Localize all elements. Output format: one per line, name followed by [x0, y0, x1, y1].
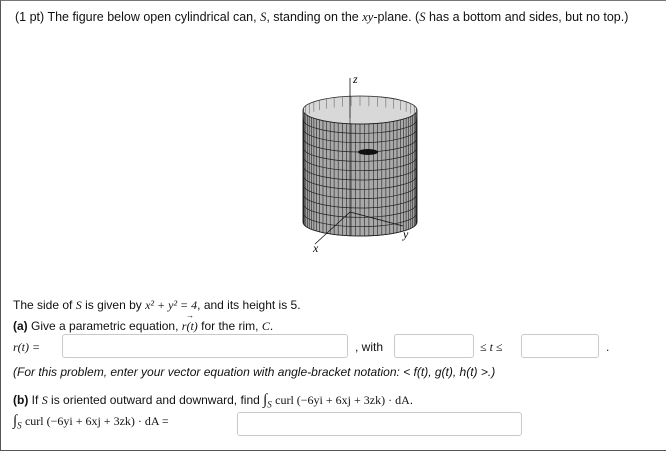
integral-subscript-2: S — [17, 420, 22, 431]
header-text-3: -plane. ( — [373, 10, 420, 24]
rim-symbol: C — [261, 319, 270, 333]
part-b-period: . — [409, 393, 414, 407]
curl-expression: curl (−6yi + 6xj + 3zk) · dA — [275, 393, 410, 407]
part-a-period: . — [269, 319, 274, 333]
cylinder-figure — [275, 70, 445, 265]
side-text-1: The side of — [13, 298, 73, 312]
t-lower-bound-input[interactable] — [394, 334, 474, 358]
t-range-symbol: ≤ t ≤ — [480, 340, 503, 354]
points-label: (1 pt) — [15, 10, 45, 24]
r-equation-input[interactable] — [62, 334, 348, 358]
header-text-4: has a bottom and sides, but no top.) — [428, 10, 629, 24]
with-label: , with — [355, 340, 384, 354]
surface-symbol: S — [260, 10, 267, 24]
surface-symbol-2: S — [419, 10, 426, 24]
curl-expression-2: curl (−6yi + 6xj + 3zk) · dA = — [24, 414, 169, 428]
axis-z-label: z — [353, 72, 358, 86]
side-surface-symbol: S — [75, 298, 82, 312]
side-description — [13, 298, 301, 313]
rim-shadow — [358, 149, 378, 155]
r-row-period: . — [606, 340, 610, 354]
t-upper-bound-input[interactable] — [521, 334, 599, 358]
notation-note: (For this problem, enter your vector equation with angle-bracket notation: < f(t), g(t), h(t) >.) — [13, 365, 496, 379]
part-a-text-1: Give a parametric equation, — [31, 319, 179, 333]
integral-sign: ∫ — [263, 392, 268, 408]
header-text-2: , standing on the — [266, 10, 359, 24]
side-text-3: , and its height is 5. — [197, 298, 301, 312]
header-text-1: The figure below open cylindrical can, — [47, 10, 257, 24]
part-b-label: (b) — [13, 393, 29, 407]
side-text-2: is given by — [85, 298, 142, 312]
problem-header — [15, 10, 628, 25]
flux-answer-input[interactable] — [237, 412, 522, 436]
part-a-prompt — [13, 319, 273, 334]
part-a-text-2: for the rim, — [201, 319, 259, 333]
part-b-surface-symbol: S — [41, 393, 48, 407]
r-of-t-symbol: → r(t) — [182, 319, 198, 334]
part-b-text-1: If — [31, 393, 39, 407]
r-equation-lhs: r(t) = — [13, 340, 41, 354]
integral-sign-2: ∫ — [13, 413, 18, 429]
axis-x-label: x — [313, 241, 319, 255]
integral-lhs — [13, 413, 169, 430]
part-b-text-2: is oriented outward and downward, find — [51, 393, 260, 407]
part-a-label: (a) — [13, 319, 28, 333]
cylinder-surface — [303, 78, 417, 244]
side-equation: x² + y² = 4 — [145, 298, 198, 312]
part-b-prompt — [13, 392, 413, 409]
xy-symbol: xy — [362, 10, 374, 24]
axis-y-label: y — [403, 227, 409, 241]
integral-subscript: S — [267, 399, 272, 410]
